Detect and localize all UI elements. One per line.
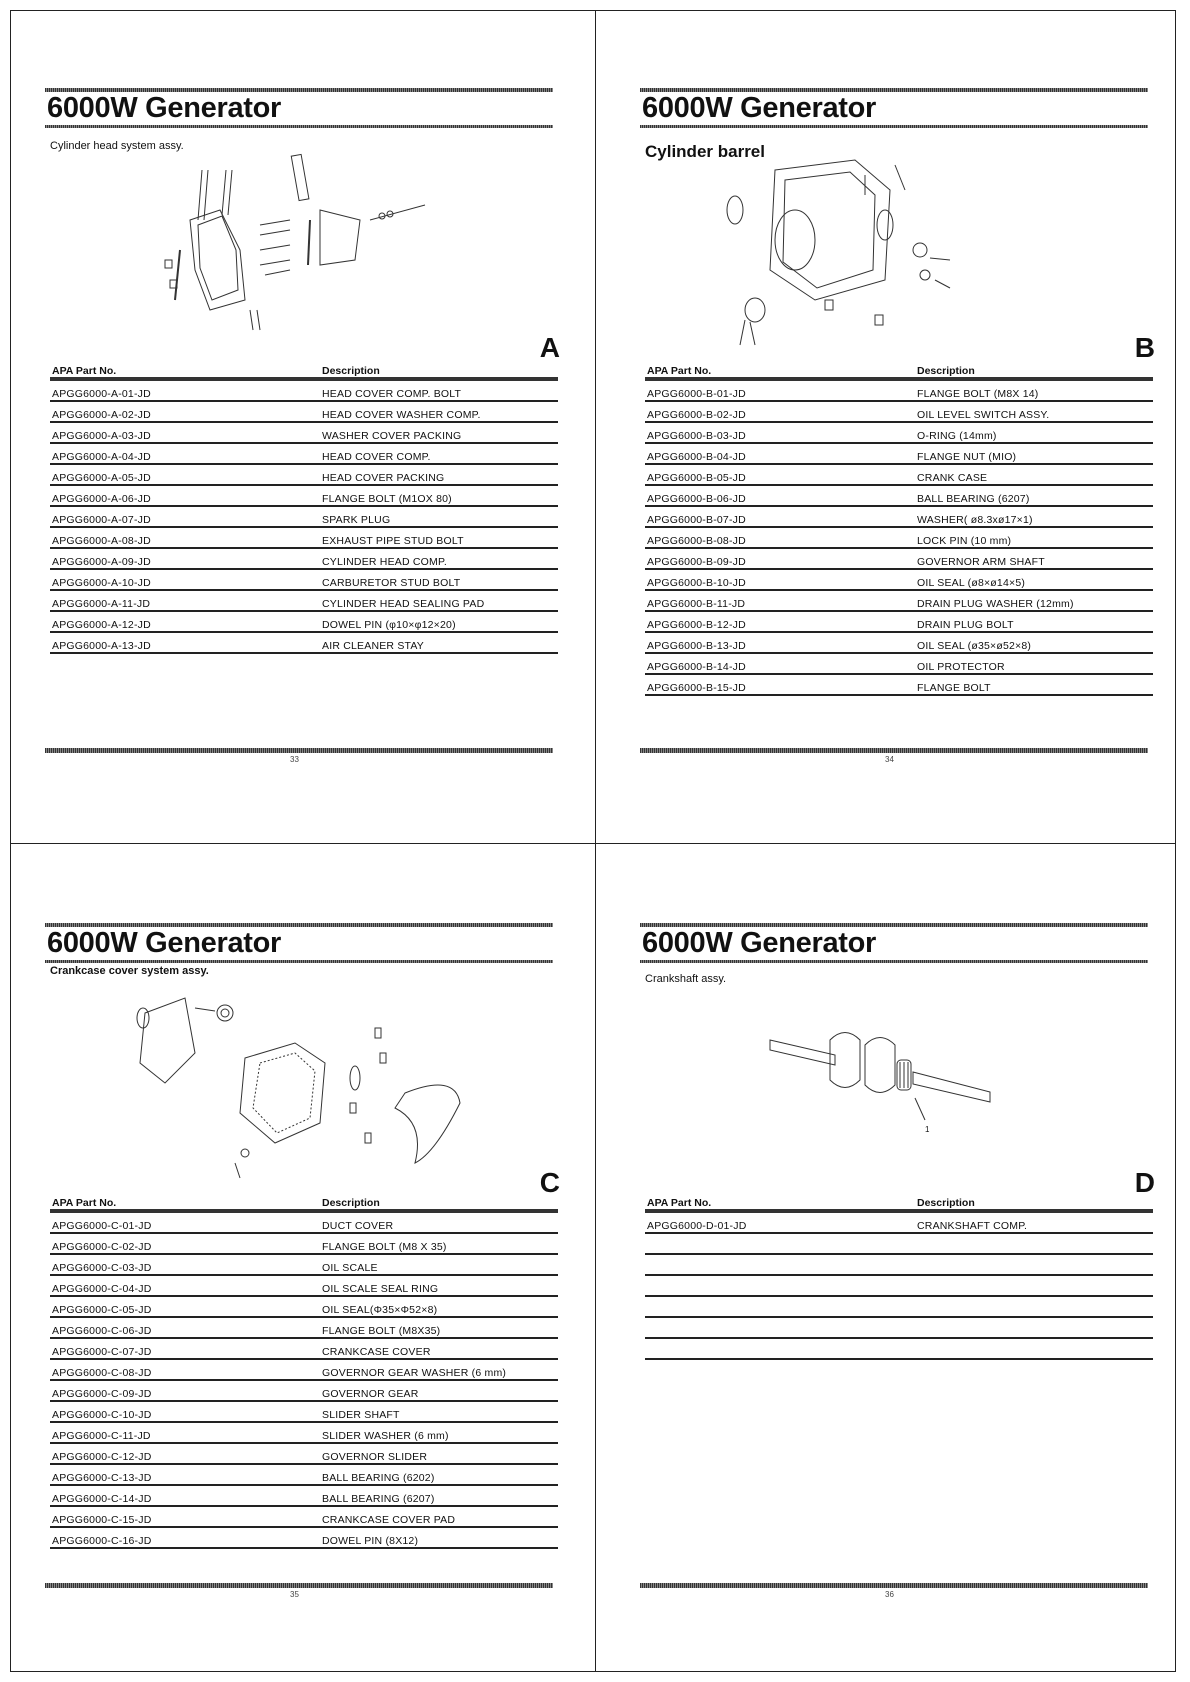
vertical-divider — [595, 10, 596, 1672]
description-cell: DUCT COVER — [320, 1211, 558, 1233]
table-row — [645, 632, 1153, 653]
parts-table — [50, 1195, 558, 1549]
table-row — [50, 632, 558, 653]
part-number-cell: APGG6000-A-02-JD — [50, 401, 320, 422]
title-rule-bottom — [45, 125, 553, 128]
parts-table-body — [50, 379, 558, 653]
table-row — [645, 569, 1153, 590]
page-d — [625, 855, 1185, 1675]
description-cell: CARBURETOR STUD BOLT — [320, 569, 558, 590]
part-number-cell: APGG6000-B-13-JD — [645, 632, 915, 653]
col-part-header: APA Part No. — [645, 363, 915, 379]
description-cell: CRANKCASE COVER — [320, 1338, 558, 1359]
description-cell: OIL SCALE — [320, 1254, 558, 1275]
part-number-cell: APGG6000-C-02-JD — [50, 1233, 320, 1254]
description-cell: OIL SCALE SEAL RING — [320, 1275, 558, 1296]
table-row — [645, 1211, 1153, 1233]
section-letter: B — [1134, 332, 1155, 363]
table-row — [645, 422, 1153, 443]
section-subtitle: Cylinder head system assy. — [50, 140, 184, 152]
part-number-cell: APGG6000-C-14-JD — [50, 1485, 320, 1506]
part-number-cell: APGG6000-C-09-JD — [50, 1380, 320, 1401]
parts-table — [50, 363, 558, 654]
description-cell: BALL BEARING (6202) — [320, 1464, 558, 1485]
part-number-cell: APGG6000-C-07-JD — [50, 1338, 320, 1359]
description-cell: BALL BEARING (6207) — [320, 1485, 558, 1506]
table-row — [50, 1254, 558, 1275]
part-number-cell: APGG6000-A-13-JD — [50, 632, 320, 653]
description-cell: SLIDER SHAFT — [320, 1401, 558, 1422]
crankshaft-diagram — [765, 1020, 1015, 1130]
table-row — [50, 464, 558, 485]
table-row — [50, 548, 558, 569]
description-cell: OIL PROTECTOR — [915, 653, 1153, 674]
parts-table-body — [645, 1211, 1153, 1359]
table-row — [645, 548, 1153, 569]
description-cell: CRANKCASE COVER PAD — [320, 1506, 558, 1527]
page-title: 6000W Generator — [642, 927, 877, 959]
description-cell: AIR CLEANER STAY — [320, 632, 558, 653]
table-row — [645, 674, 1153, 695]
page-number: 33 — [290, 755, 299, 764]
part-number-cell: APGG6000-C-04-JD — [50, 1275, 320, 1296]
table-row — [50, 379, 558, 401]
table-row — [50, 1359, 558, 1380]
col-part-header: APA Part No. — [50, 363, 320, 379]
description-cell: SLIDER WASHER (6 mm) — [320, 1422, 558, 1443]
part-number-cell: APGG6000-A-11-JD — [50, 590, 320, 611]
empty-table-row — [645, 1338, 1153, 1359]
page-a — [30, 20, 590, 840]
part-number-cell: APGG6000-C-10-JD — [50, 1401, 320, 1422]
description-cell: GOVERNOR ARM SHAFT — [915, 548, 1153, 569]
part-number-cell: APGG6000-C-13-JD — [50, 1464, 320, 1485]
section-subtitle: Crankcase cover system assy. — [50, 965, 209, 977]
table-header-row — [645, 363, 1153, 379]
table-row — [645, 611, 1153, 632]
description-cell: O-RING (14mm) — [915, 422, 1153, 443]
part-number-cell: APGG6000-A-06-JD — [50, 485, 320, 506]
description-cell: CYLINDER HEAD COMP. — [320, 548, 558, 569]
part-number-cell: APGG6000-A-04-JD — [50, 443, 320, 464]
empty-table-row — [645, 1233, 1153, 1254]
part-number-cell: APGG6000-A-05-JD — [50, 464, 320, 485]
table-header-row — [50, 363, 558, 379]
description-cell: HEAD COVER COMP. — [320, 443, 558, 464]
table-row — [50, 1401, 558, 1422]
page-title: 6000W Generator — [47, 927, 282, 959]
section-subtitle: Crankshaft assy. — [645, 973, 727, 985]
table-row — [645, 506, 1153, 527]
table-row — [50, 527, 558, 548]
part-number-cell: APGG6000-B-08-JD — [645, 527, 915, 548]
table-header-row — [645, 1195, 1153, 1211]
section-letter: A — [539, 332, 560, 363]
description-cell: DOWEL PIN (φ10×φ12×20) — [320, 611, 558, 632]
table-row — [50, 1485, 558, 1506]
description-cell: CRANK CASE — [915, 464, 1153, 485]
table-row — [50, 1317, 558, 1338]
part-number-cell: APGG6000-C-08-JD — [50, 1359, 320, 1380]
description-cell: OIL LEVEL SWITCH ASSY. — [915, 401, 1153, 422]
table-row — [645, 464, 1153, 485]
table-row — [50, 401, 558, 422]
horizontal-divider — [10, 843, 1176, 844]
page-number: 36 — [885, 1590, 894, 1599]
parts-table-body — [50, 1211, 558, 1548]
part-number-cell: APGG6000-B-06-JD — [645, 485, 915, 506]
title-rule-bottom — [640, 125, 1148, 128]
footer-rule — [640, 748, 1148, 753]
part-number-cell: APGG6000-A-07-JD — [50, 506, 320, 527]
table-header-row — [50, 1195, 558, 1211]
description-cell: EXHAUST PIPE STUD BOLT — [320, 527, 558, 548]
page-b — [625, 20, 1185, 840]
footer-rule — [45, 748, 553, 753]
table-row — [50, 590, 558, 611]
part-number-cell: APGG6000-B-12-JD — [645, 611, 915, 632]
parts-table — [645, 1195, 1153, 1360]
col-desc-header: Description — [915, 363, 1153, 379]
page-number: 34 — [885, 755, 894, 764]
description-cell: HEAD COVER COMP. BOLT — [320, 379, 558, 401]
part-number-cell: APGG6000-C-11-JD — [50, 1422, 320, 1443]
part-number-cell: APGG6000-B-11-JD — [645, 590, 915, 611]
table-row — [50, 1506, 558, 1527]
part-number-cell: APGG6000-B-09-JD — [645, 548, 915, 569]
description-cell: OIL SEAL (ø8×ø14×5) — [915, 569, 1153, 590]
description-cell: FLANGE NUT (MIO) — [915, 443, 1153, 464]
part-number-cell: APGG6000-C-16-JD — [50, 1527, 320, 1548]
part-number-cell: APGG6000-A-08-JD — [50, 527, 320, 548]
description-cell: FLANGE BOLT (M1OX 80) — [320, 485, 558, 506]
part-number-cell: APGG6000-A-01-JD — [50, 379, 320, 401]
description-cell: SPARK PLUG — [320, 506, 558, 527]
footer-rule — [45, 1583, 553, 1588]
part-number-cell: APGG6000-B-07-JD — [645, 506, 915, 527]
table-row — [50, 1443, 558, 1464]
description-cell: FLANGE BOLT (M8 X 35) — [320, 1233, 558, 1254]
table-row — [50, 1296, 558, 1317]
description-cell: GOVERNOR GEAR — [320, 1380, 558, 1401]
description-cell: FLANGE BOLT (M8X35) — [320, 1317, 558, 1338]
table-row — [50, 1464, 558, 1485]
part-number-cell: APGG6000-B-02-JD — [645, 401, 915, 422]
description-cell: DOWEL PIN (8X12) — [320, 1527, 558, 1548]
description-cell: GOVERNOR GEAR WASHER (6 mm) — [320, 1359, 558, 1380]
col-desc-header: Description — [320, 1195, 558, 1211]
col-part-header: APA Part No. — [645, 1195, 915, 1211]
title-rule-bottom — [640, 960, 1148, 963]
description-cell: WASHER COVER PACKING — [320, 422, 558, 443]
description-cell: CYLINDER HEAD SEALING PAD — [320, 590, 558, 611]
part-number-cell: APGG6000-B-14-JD — [645, 653, 915, 674]
table-row — [50, 443, 558, 464]
description-cell: FLANGE BOLT — [915, 674, 1153, 695]
table-row — [50, 1211, 558, 1233]
crankcase-cover-exploded-diagram — [125, 983, 495, 1183]
table-row — [50, 569, 558, 590]
page-c — [30, 855, 590, 1675]
part-number-cell: APGG6000-C-15-JD — [50, 1506, 320, 1527]
part-number-cell: APGG6000-B-04-JD — [645, 443, 915, 464]
description-cell: DRAIN PLUG BOLT — [915, 611, 1153, 632]
table-row — [645, 379, 1153, 401]
description-cell: DRAIN PLUG WASHER (12mm) — [915, 590, 1153, 611]
page-title: 6000W Generator — [47, 92, 282, 124]
part-number-cell: APGG6000-C-12-JD — [50, 1443, 320, 1464]
table-row — [50, 1380, 558, 1401]
part-number-cell: APGG6000-B-10-JD — [645, 569, 915, 590]
table-row — [50, 1422, 558, 1443]
callout-number: 1 — [925, 1125, 930, 1134]
col-part-header: APA Part No. — [50, 1195, 320, 1211]
table-row — [645, 653, 1153, 674]
empty-table-row — [645, 1275, 1153, 1296]
description-cell: LOCK PIN (10 mm) — [915, 527, 1153, 548]
part-number-cell: APGG6000-A-09-JD — [50, 548, 320, 569]
table-row — [645, 443, 1153, 464]
part-number-cell: APGG6000-A-12-JD — [50, 611, 320, 632]
description-cell: GOVERNOR SLIDER — [320, 1443, 558, 1464]
footer-rule — [640, 1583, 1148, 1588]
part-number-cell: APGG6000-B-15-JD — [645, 674, 915, 695]
part-number-cell: APGG6000-A-10-JD — [50, 569, 320, 590]
table-row — [645, 527, 1153, 548]
empty-table-row — [645, 1317, 1153, 1338]
cylinder-barrel-exploded-diagram — [715, 150, 1045, 365]
description-cell: HEAD COVER WASHER COMP. — [320, 401, 558, 422]
table-row — [50, 422, 558, 443]
part-number-cell: APGG6000-B-05-JD — [645, 464, 915, 485]
table-row — [50, 1338, 558, 1359]
col-desc-header: Description — [915, 1195, 1153, 1211]
description-cell: HEAD COVER PACKING — [320, 464, 558, 485]
title-rule-bottom — [45, 960, 553, 963]
table-row — [645, 485, 1153, 506]
part-number-cell: APGG6000-D-01-JD — [645, 1211, 915, 1233]
description-cell: OIL SEAL(Φ35×Φ52×8) — [320, 1296, 558, 1317]
part-number-cell: APGG6000-B-03-JD — [645, 422, 915, 443]
part-number-cell: APGG6000-C-01-JD — [50, 1211, 320, 1233]
description-cell: BALL BEARING (6207) — [915, 485, 1153, 506]
description-cell: FLANGE BOLT (M8X 14) — [915, 379, 1153, 401]
section-letter: D — [1134, 1167, 1155, 1198]
page-title: 6000W Generator — [642, 92, 877, 124]
description-cell: CRANKSHAFT COMP. — [915, 1211, 1153, 1233]
part-number-cell: APGG6000-A-03-JD — [50, 422, 320, 443]
table-row — [50, 485, 558, 506]
empty-table-row — [645, 1296, 1153, 1317]
section-subtitle: Cylinder barrel — [645, 142, 765, 161]
part-number-cell: APGG6000-B-01-JD — [645, 379, 915, 401]
part-number-cell: APGG6000-C-05-JD — [50, 1296, 320, 1317]
table-row — [645, 401, 1153, 422]
page-number: 35 — [290, 1590, 299, 1599]
parts-table-body — [645, 379, 1153, 695]
part-number-cell: APGG6000-C-06-JD — [50, 1317, 320, 1338]
section-letter: C — [539, 1167, 560, 1198]
part-number-cell: APGG6000-C-03-JD — [50, 1254, 320, 1275]
table-row — [50, 1233, 558, 1254]
description-cell: WASHER( ø8.3xø17×1) — [915, 506, 1153, 527]
parts-table — [645, 363, 1153, 696]
col-desc-header: Description — [320, 363, 558, 379]
table-row — [50, 1275, 558, 1296]
table-row — [50, 1527, 558, 1548]
table-row — [50, 506, 558, 527]
table-row — [645, 590, 1153, 611]
table-row — [50, 611, 558, 632]
cylinder-head-exploded-diagram — [150, 150, 490, 350]
empty-table-row — [645, 1254, 1153, 1275]
description-cell: OIL SEAL (ø35×ø52×8) — [915, 632, 1153, 653]
